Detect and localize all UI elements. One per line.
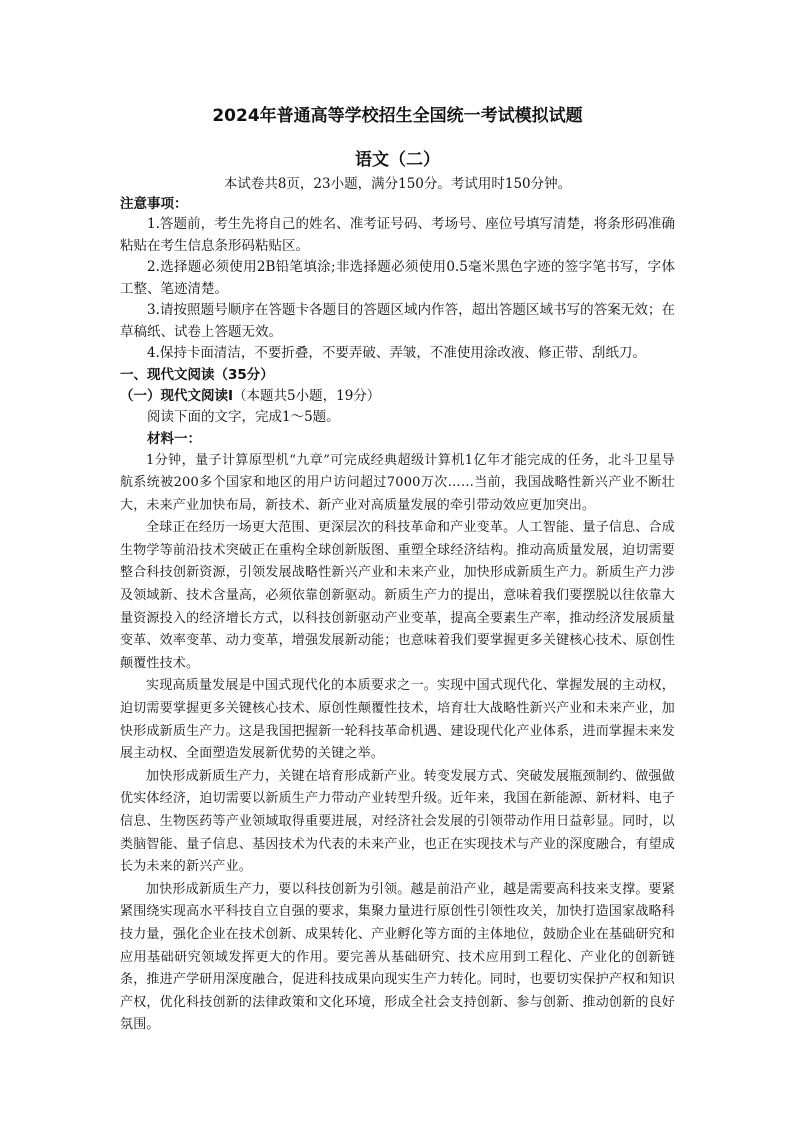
- material-paragraph-4: 加快形成新质生产力，关键在培育形成新产业。转变发展方式、突破发展瓶颈制约、做强做优实体经济，迫切需要以新质生产力带动产业转型升级。近年来，我国在新能源、新材料、电子信息、生物医药等产业领域取得重要进展，对经济社会发展的引领带动作用日益彰显。同时，以类脑智能、量子信息、基因技术为代表的未来产业，也正在实现技术与产业的深度融合，有望成长为未来的新兴产业。: [120, 768, 675, 875]
- notice-heading: 注意事项：: [120, 196, 188, 212]
- reading-instruction: 阅读下面的文字，完成1～5题。: [147, 408, 340, 425]
- notice-block: [120, 194, 675, 365]
- exam-page: [120, 100, 675, 1037]
- subsection-line: [120, 386, 675, 407]
- section-heading: 一、现代文阅读（35分）: [120, 366, 274, 383]
- subsection-title: （一）现代文阅读Ⅰ: [120, 387, 234, 404]
- material-paragraph-5: 加快形成新质生产力，要以科技创新为引领。越是前沿产业，越是需要高科技来支撑。要紧紧围绕实现高水平科技自立自强的要求，集聚力量进行原创性引领性攻关，加快打造国家战略科技力量，强化企业在技术创新、成果转化、产业孵化等方面的主体地位，鼓励企业在基础研究和应用基础研究领域发挥更大的作用。要完善从基础研究、技术应用到工程化、产业化的创新链条，推进产学研用深度融合，促进科技成果向现实生产力转化。同时，也要切实保护产权和知识产权，优化科技创新的法律政策和文化环境，形成全社会支持创新、参与创新、推动创新的良好氛围。: [120, 881, 675, 1033]
- notice-item-2: 2.选择题必须使用2B铅笔填涂;非选择题必须使用0.5毫米黑色字迹的签字笔书写，字体工整、笔迹清楚。: [120, 259, 675, 297]
- notice-item-3: 3.请按照题号顺序在答题卡各题目的答题区域内作答，超出答题区域书写的答案无效；在草稿纸、试卷上答题无效。: [120, 302, 675, 340]
- material-paragraph-1: 1分钟，量子计算原型机“九章”可完成经典超级计算机1亿年才能完成的任务，北斗卫星导航系统被200多个国家和地区的用户访问超过7000万次……当前，我国战略性新兴产业不断壮大，未来产业加快布局，新技术、新产业对高质量发展的牵引带动效应更加突出。: [120, 452, 675, 513]
- subsection-note: （本题共5小题，19分）: [233, 387, 381, 404]
- material-paragraph-2: 全球正在经历一场更大范围、更深层次的科技革命和产业变革。人工智能、量子信息、合成生物学等前沿技术突破正在重构全球创新版图、重塑全球经济结构。推动高质量发展，迫切需要整合科技创新资源，引领发展战略性新兴产业和未来产业，加快形成新质生产力。新质生产力涉及领域新、技术含量高，必须依靠创新驱动。新质生产力的提出，意味着我们要摆脱以往依靠大量资源投入的经济增长方式，以科技创新驱动产业变革，提高全要素生产率，推动经济发展质量变革、效率变革、动力变革，增强发展新动能；也意味着我们要掌握更多关键核心技术、原创性颠覆性技术。: [120, 520, 675, 671]
- material-paragraph-3: 实现高质量发展是中国式现代化的本质要求之一。实现中国式现代化、掌握发展的主动权，迫切需要掌握更多关键核心技术、原创性颠覆性技术，培育壮大战略性新兴产业和未来产业，加快形成新质生产力。这是我国把握新一轮科技革命机遇、建设现代化产业体系，进而掌握未来发展主动权、全面塑造发展新优势的关键之举。: [120, 678, 675, 762]
- notice-item-4: 4.保持卡面清洁，不要折叠，不要弄破、弄皱，不准使用涂改液、修正带、刮纸刀。: [147, 345, 646, 361]
- section-modern-reading: [120, 365, 675, 1037]
- notice-item-1: 1.答题前，考生先将自己的姓名、准考证号码、考场号、座位号填写清楚，将条形码准确粘贴在考生信息条形码粘贴区。: [120, 216, 675, 254]
- exam-info: 本试卷共8页，23小题，满分150分。考试用时150分钟。: [223, 176, 572, 192]
- subject-title: 语文（二）: [355, 150, 440, 170]
- exam-title: 2024年普通高等学校招生全国统一考试模拟试题: [212, 106, 583, 126]
- material-label: 材料一：: [147, 430, 201, 447]
